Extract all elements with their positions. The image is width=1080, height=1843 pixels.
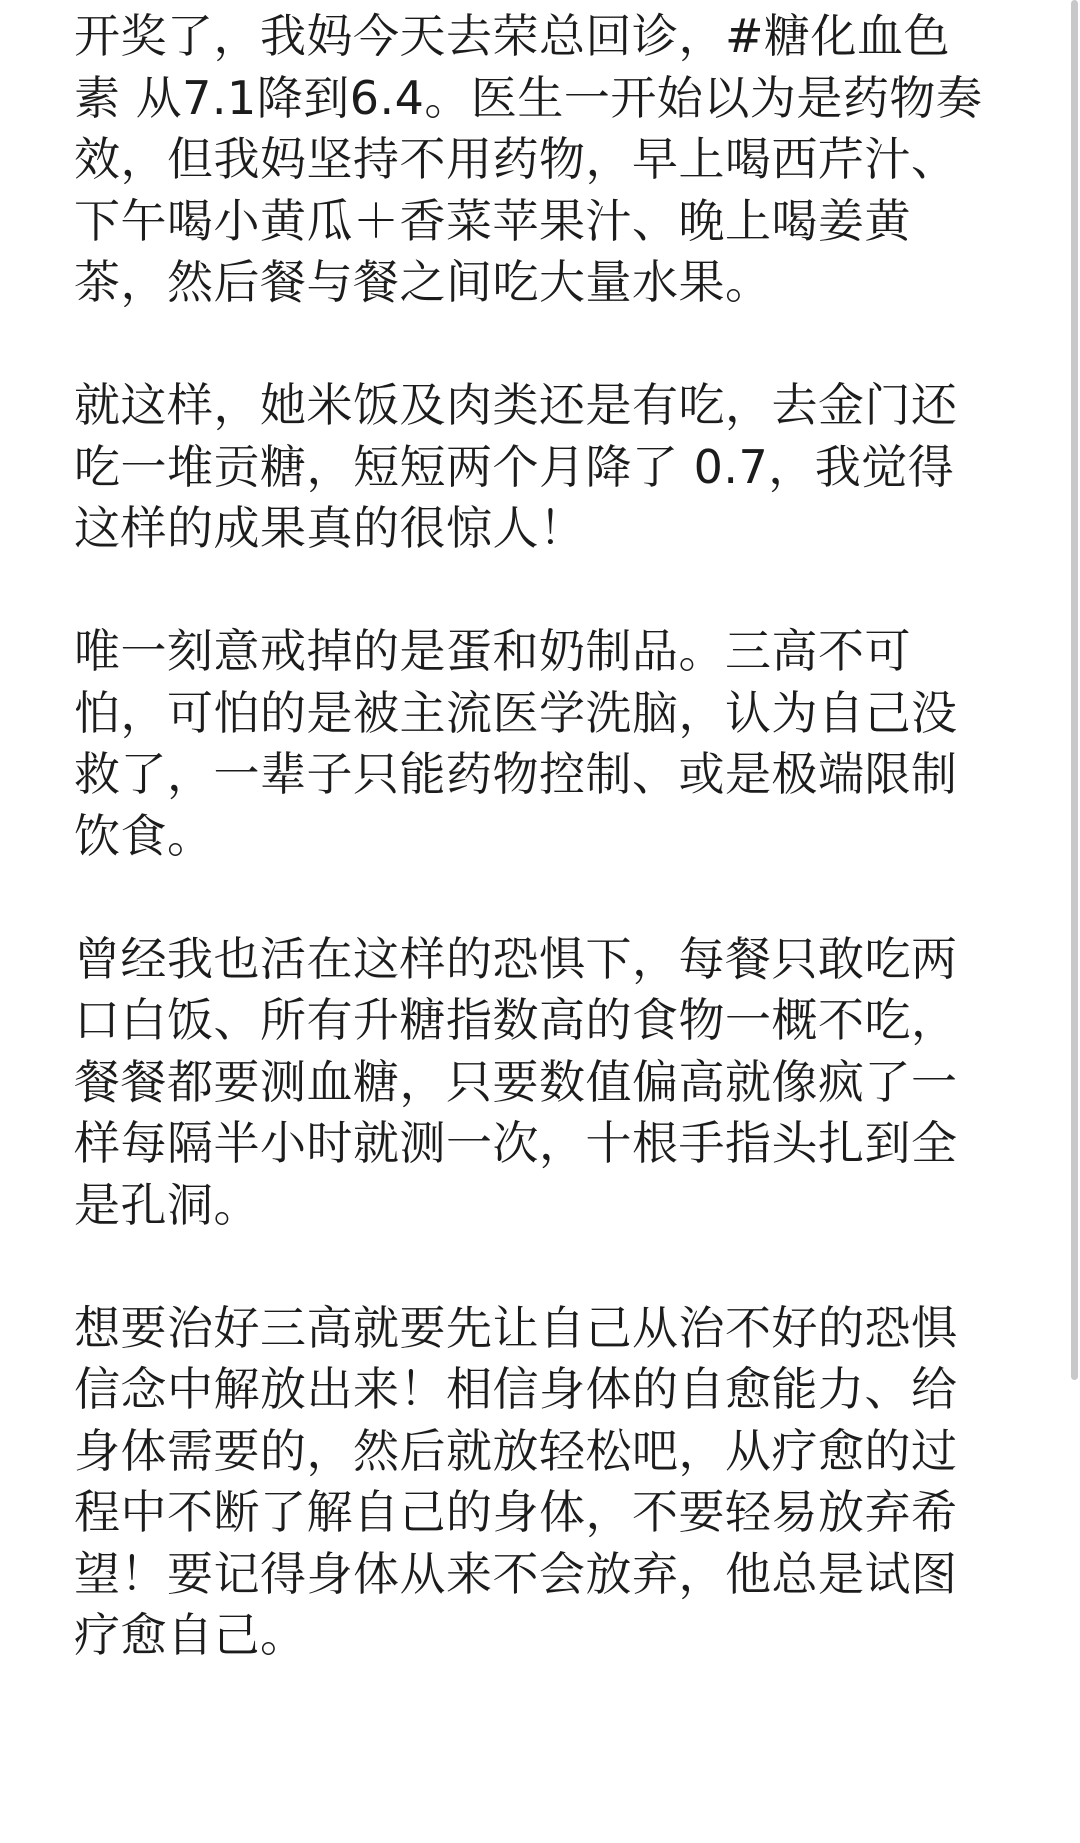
text-line: 曾经我也活在这样的恐惧下，每餐只敢吃两: [74, 931, 958, 986]
paragraph-gap: [74, 560, 1014, 622]
text-line: 素 从7.1降到6.4。医生一开始以为是药物奏: [74, 70, 983, 125]
text-line: 吃一堆贡糖，短短两个月降了 0.7，我觉得: [74, 439, 955, 494]
paragraph-4: [74, 929, 1014, 1237]
text-line: 效，但我妈坚持不用药物，早上喝西芹汁、: [74, 132, 958, 186]
text-line: 信念中解放出来！相信身体的自愈能力、给: [74, 1362, 958, 1416]
paragraph-gap: [74, 314, 1014, 376]
text-line: 就这样，她米饭及肉类还是有吃，去金门还: [74, 378, 958, 432]
post-body: [74, 6, 1014, 1667]
paragraph-1: [74, 6, 1014, 314]
text-line: 下午喝小黄瓜＋香菜苹果汁、晚上喝姜黄: [74, 193, 911, 248]
paragraph-2: [74, 375, 1014, 560]
text-line: 程中不断了解自己的身体，不要轻易放弃希: [74, 1485, 958, 1539]
text-line: 开奖了，我妈今天去荣总回诊，#糖化血色: [74, 9, 951, 63]
text-line: 饮食。: [74, 808, 214, 863]
text-line: 是孔洞。: [74, 1177, 260, 1232]
text-line: 这样的成果真的很惊人！: [74, 501, 586, 555]
text-line: 样每隔半小时就测一次，十根手指头扎到全: [74, 1116, 958, 1170]
text-line: 想要治好三高就要先让自己从治不好的恐惧: [74, 1300, 958, 1355]
paragraph-gap: [74, 1236, 1014, 1298]
text-line: 茶，然后餐与餐之间吃大量水果。: [74, 255, 772, 309]
text-line: 疗愈自己。: [74, 1608, 307, 1662]
text-line: 唯一刻意戒掉的是蛋和奶制品。三高不可: [74, 624, 911, 678]
text-line: 怕，可怕的是被主流医学洗脑，认为自己没: [74, 685, 958, 740]
text-line: 口白饭、所有升糖指数高的食物一概不吃，: [74, 993, 958, 1047]
scrollbar[interactable]: [1071, 0, 1078, 1380]
text-line: 望！要记得身体从来不会放弃，他总是试图: [74, 1546, 958, 1601]
text-line: 救了，一辈子只能药物控制、或是极端限制: [74, 747, 958, 801]
paragraph-3: [74, 621, 1014, 867]
text-line: 餐餐都要测血糖，只要数值偏高就像疯了一: [74, 1054, 958, 1109]
text-line: 身体需要的，然后就放轻松吧，从疗愈的过: [74, 1423, 958, 1478]
paragraph-5: [74, 1298, 1014, 1667]
paragraph-gap: [74, 867, 1014, 929]
